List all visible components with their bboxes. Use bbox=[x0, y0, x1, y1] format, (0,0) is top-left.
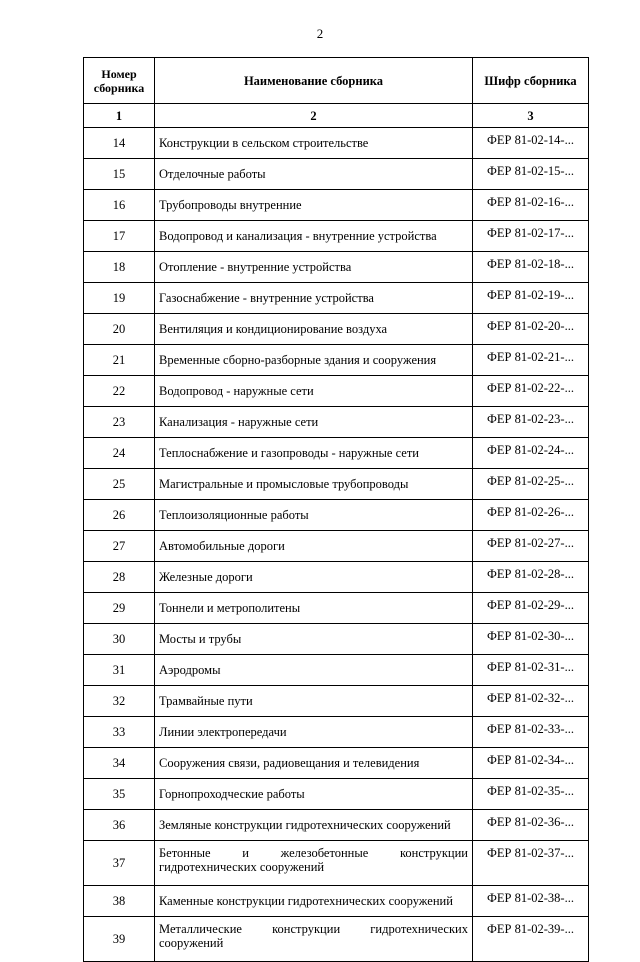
row-number: 33 bbox=[84, 717, 155, 748]
row-code: ФЕР 81-02-16-... bbox=[473, 190, 589, 221]
header-name: Наименование сборника bbox=[155, 58, 473, 104]
table-row bbox=[84, 252, 589, 283]
row-code: ФЕР 81-02-14-... bbox=[473, 128, 589, 159]
table-row bbox=[84, 562, 589, 593]
table-row bbox=[84, 917, 589, 962]
row-number: 34 bbox=[84, 748, 155, 779]
table-row bbox=[84, 221, 589, 252]
collections-table bbox=[83, 57, 589, 962]
row-name bbox=[155, 841, 473, 886]
row-name: Сооружения связи, радиовещания и телевидения bbox=[155, 748, 473, 779]
table-row bbox=[84, 283, 589, 314]
header-number-line-1: Номер bbox=[101, 66, 137, 81]
row-name: Теплоснабжение и газопроводы - наружные сети bbox=[155, 438, 473, 469]
row-name: Отделочные работы bbox=[155, 159, 473, 190]
row-name: Трамвайные пути bbox=[155, 686, 473, 717]
row-number: 30 bbox=[84, 624, 155, 655]
table-row bbox=[84, 748, 589, 779]
row-code: ФЕР 81-02-35-... bbox=[473, 779, 589, 810]
row-number: 28 bbox=[84, 562, 155, 593]
row-name: Автомобильные дороги bbox=[155, 531, 473, 562]
row-number: 21 bbox=[84, 345, 155, 376]
row-code: ФЕР 81-02-38-... bbox=[473, 886, 589, 917]
header-row bbox=[84, 58, 589, 104]
row-number: 24 bbox=[84, 438, 155, 469]
page-number: 2 bbox=[316, 26, 324, 41]
row-number: 29 bbox=[84, 593, 155, 624]
row-name: Земляные конструкции гидротехнических сооружений bbox=[155, 810, 473, 841]
row-number: 37 bbox=[84, 841, 155, 886]
row-code: ФЕР 81-02-18-... bbox=[473, 252, 589, 283]
row-number: 27 bbox=[84, 531, 155, 562]
table-row bbox=[84, 159, 589, 190]
row-number: 19 bbox=[84, 283, 155, 314]
row-code: ФЕР 81-02-39-... bbox=[473, 917, 589, 962]
table-row bbox=[84, 717, 589, 748]
row-name-line: сооружений bbox=[159, 936, 224, 950]
row-name-line: гидротехнических сооружений bbox=[159, 860, 325, 874]
row-code: ФЕР 81-02-27-... bbox=[473, 531, 589, 562]
table-row bbox=[84, 624, 589, 655]
row-number: 39 bbox=[84, 917, 155, 962]
row-name: Линии электропередачи bbox=[155, 717, 473, 748]
row-name: Временные сборно-разборные здания и сооружения bbox=[155, 345, 473, 376]
row-name: Вентиляция и кондиционирование воздуха bbox=[155, 314, 473, 345]
row-code: ФЕР 81-02-33-... bbox=[473, 717, 589, 748]
row-code: ФЕР 81-02-17-... bbox=[473, 221, 589, 252]
table-row bbox=[84, 128, 589, 159]
header-code: Шифр сборника bbox=[473, 58, 589, 104]
row-name bbox=[155, 917, 473, 962]
row-code: ФЕР 81-02-29-... bbox=[473, 593, 589, 624]
row-name: Тоннели и метрополитены bbox=[155, 593, 473, 624]
table-row bbox=[84, 438, 589, 469]
row-code: ФЕР 81-02-24-... bbox=[473, 438, 589, 469]
table-row bbox=[84, 531, 589, 562]
row-name: Мосты и трубы bbox=[155, 624, 473, 655]
table-row bbox=[84, 345, 589, 376]
table-row bbox=[84, 500, 589, 531]
row-code: ФЕР 81-02-32-... bbox=[473, 686, 589, 717]
row-number: 32 bbox=[84, 686, 155, 717]
table-row bbox=[84, 655, 589, 686]
row-number: 38 bbox=[84, 886, 155, 917]
column-index-1: 1 bbox=[84, 104, 155, 128]
row-name-line: Металлические конструкции гидротехнических bbox=[159, 922, 468, 936]
table-row bbox=[84, 190, 589, 221]
row-number: 31 bbox=[84, 655, 155, 686]
table-row bbox=[84, 469, 589, 500]
row-number: 14 bbox=[84, 128, 155, 159]
table-row bbox=[84, 376, 589, 407]
header-number-line-2: сборника bbox=[93, 80, 145, 95]
row-code: ФЕР 81-02-28-... bbox=[473, 562, 589, 593]
row-code: ФЕР 81-02-23-... bbox=[473, 407, 589, 438]
table-row bbox=[84, 886, 589, 917]
row-code: ФЕР 81-02-26-... bbox=[473, 500, 589, 531]
row-code: ФЕР 81-02-31-... bbox=[473, 655, 589, 686]
table-row bbox=[84, 841, 589, 886]
row-name: Трубопроводы внутренние bbox=[155, 190, 473, 221]
table-row bbox=[84, 314, 589, 345]
row-code: ФЕР 81-02-30-... bbox=[473, 624, 589, 655]
row-name: Канализация - наружные сети bbox=[155, 407, 473, 438]
row-name: Отопление - внутренние устройства bbox=[155, 252, 473, 283]
row-code: ФЕР 81-02-22-... bbox=[473, 376, 589, 407]
row-number: 16 bbox=[84, 190, 155, 221]
row-name: Аэродромы bbox=[155, 655, 473, 686]
table-row bbox=[84, 810, 589, 841]
row-number: 15 bbox=[84, 159, 155, 190]
row-code: ФЕР 81-02-34-... bbox=[473, 748, 589, 779]
row-number: 22 bbox=[84, 376, 155, 407]
row-name: Конструкции в сельском строительстве bbox=[155, 128, 473, 159]
header-number bbox=[84, 58, 155, 104]
row-name: Водопровод и канализация - внутренние устройства bbox=[155, 221, 473, 252]
row-number: 36 bbox=[84, 810, 155, 841]
row-name-line: Бетонные и железобетонные конструкции bbox=[159, 846, 468, 860]
table-row bbox=[84, 407, 589, 438]
column-index-3: 3 bbox=[473, 104, 589, 128]
column-index-row bbox=[84, 104, 589, 128]
row-number: 35 bbox=[84, 779, 155, 810]
row-code: ФЕР 81-02-25-... bbox=[473, 469, 589, 500]
column-index-2: 2 bbox=[155, 104, 473, 128]
row-name: Теплоизоляционные работы bbox=[155, 500, 473, 531]
row-code: ФЕР 81-02-19-... bbox=[473, 283, 589, 314]
table-row bbox=[84, 593, 589, 624]
table-row bbox=[84, 686, 589, 717]
row-name: Водопровод - наружные сети bbox=[155, 376, 473, 407]
row-name: Газоснабжение - внутренние устройства bbox=[155, 283, 473, 314]
row-number: 23 bbox=[84, 407, 155, 438]
row-number: 17 bbox=[84, 221, 155, 252]
table-row bbox=[84, 779, 589, 810]
row-number: 26 bbox=[84, 500, 155, 531]
row-number: 25 bbox=[84, 469, 155, 500]
row-code: ФЕР 81-02-37-... bbox=[473, 841, 589, 886]
table-body bbox=[84, 128, 589, 962]
row-code: ФЕР 81-02-36-... bbox=[473, 810, 589, 841]
row-code: ФЕР 81-02-21-... bbox=[473, 345, 589, 376]
row-code: ФЕР 81-02-15-... bbox=[473, 159, 589, 190]
row-name: Железные дороги bbox=[155, 562, 473, 593]
row-name: Магистральные и промысловые трубопроводы bbox=[155, 469, 473, 500]
row-number: 20 bbox=[84, 314, 155, 345]
row-name: Каменные конструкции гидротехнических сооружений bbox=[155, 886, 473, 917]
row-code: ФЕР 81-02-20-... bbox=[473, 314, 589, 345]
row-name: Горнопроходческие работы bbox=[155, 779, 473, 810]
row-number: 18 bbox=[84, 252, 155, 283]
